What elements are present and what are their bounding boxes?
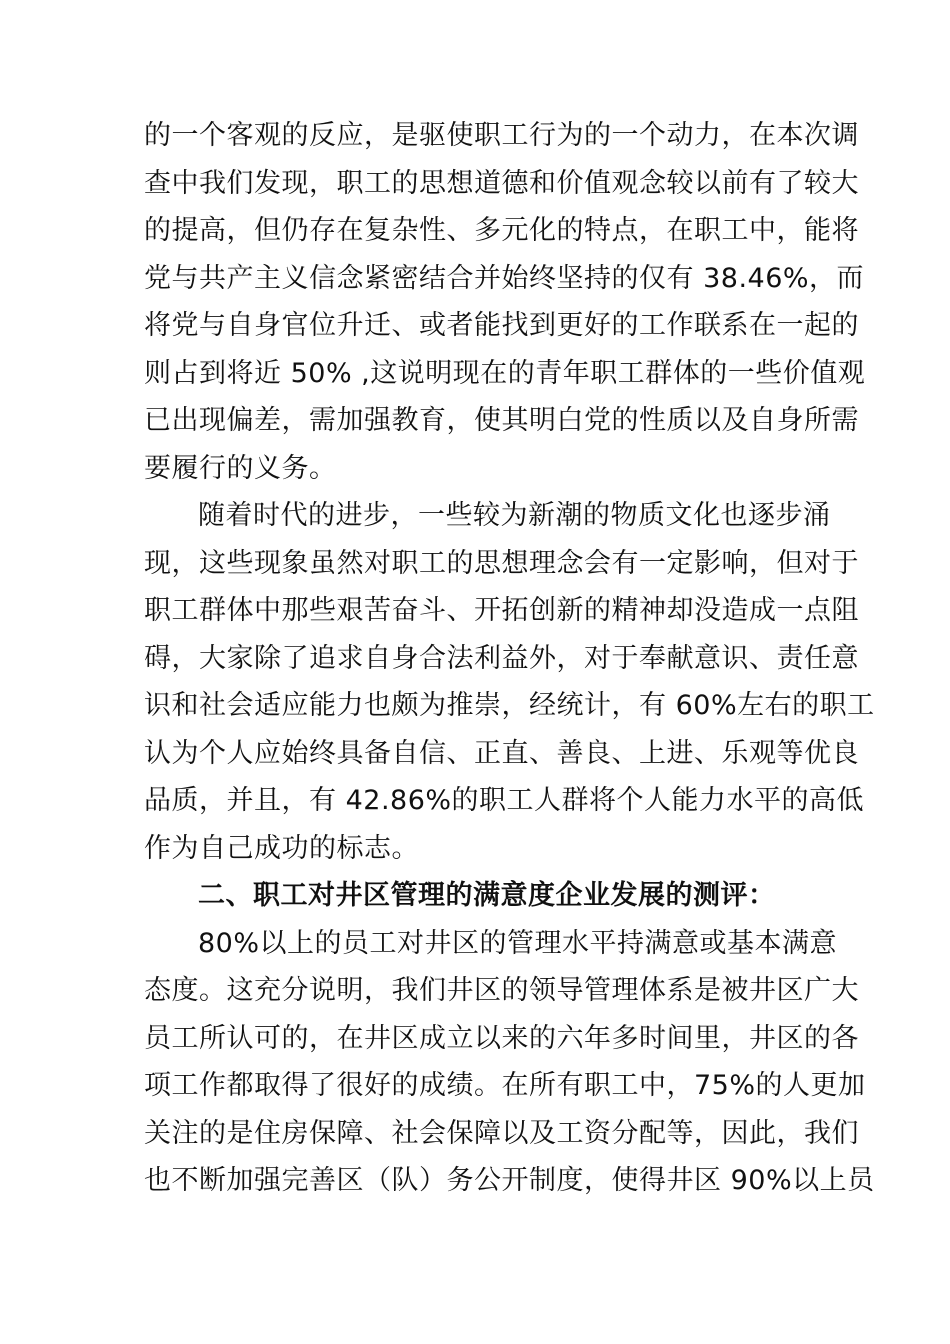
section-heading — [144, 872, 844, 920]
paragraph-1 — [144, 112, 866, 492]
text-line: 要履行的义务。 — [144, 452, 337, 484]
paragraph-2 — [144, 492, 875, 872]
body-text — [144, 112, 875, 1205]
text-line: 作为自己成功的标志。 — [144, 832, 419, 864]
text-line: 则占到将近 50% ,这说明现在的青年职工群体的一些价值观 — [144, 357, 866, 389]
text-line: 将党与自身官位升迁、或者能找到更好的工作联系在一起的 — [144, 310, 859, 341]
text-line: 员工所认可的，在井区成立以来的六年多时间里，井区的各 — [144, 1022, 859, 1054]
text-line: 80%以上的员工对井区的管理水平持满意或基本满意 — [198, 927, 838, 959]
text-line: 已出现偏差，需加强教育，使其明白党的性质以及自身所需 — [144, 405, 859, 436]
text-line: 随着时代的进步，一些较为新潮的物质文化也逐步涌 — [198, 500, 831, 531]
text-line: 的提高，但仍存在复杂性、多元化的特点，在职工中，能将 — [144, 215, 859, 246]
text-line: 查中我们发现，职工的思想道德和价值观念较以前有了较大 — [144, 167, 859, 199]
text-line: 态度。这充分说明，我们井区的领导管理体系是被井区广大 — [144, 975, 859, 1006]
text-line: 品质，并且，有 42.86%的职工人群将个人能力水平的高低 — [144, 785, 865, 816]
text-line: 职工群体中那些艰苦奋斗、开拓创新的精神却没造成一点阻 — [144, 595, 859, 626]
text-line: 识和社会适应能力也颇为推崇，经统计，有 60%左右的职工 — [144, 690, 875, 721]
text-line: 关注的是住房保障、社会保障以及工资分配等，因此，我们 — [144, 1117, 859, 1149]
text-line: 认为个人应始终具备自信、正直、善良、上进、乐观等优良 — [144, 737, 859, 769]
text-line: 现，这些现象虽然对职工的思想理念会有一定影响，但对于 — [144, 547, 859, 579]
text-line: 党与共产主义信念紧密结合并始终坚持的仅有 38.46%，而 — [144, 262, 865, 294]
paragraph-3 — [144, 920, 875, 1205]
text-line: 也不断加强完善区（队）务公开制度，使得井区 90%以上员 — [144, 1165, 875, 1196]
section-heading-text: 二、职工对井区管理的满意度企业发展的测评： — [198, 880, 776, 911]
text-line: 碍，大家除了追求自身合法利益外，对于奉献意识、责任意 — [144, 642, 859, 674]
text-line: 项工作都取得了很好的成绩。在所有职工中，75%的人更加 — [144, 1070, 866, 1101]
text-line: 的一个客观的反应，是驱使职工行为的一个动力，在本次调 — [144, 120, 859, 151]
